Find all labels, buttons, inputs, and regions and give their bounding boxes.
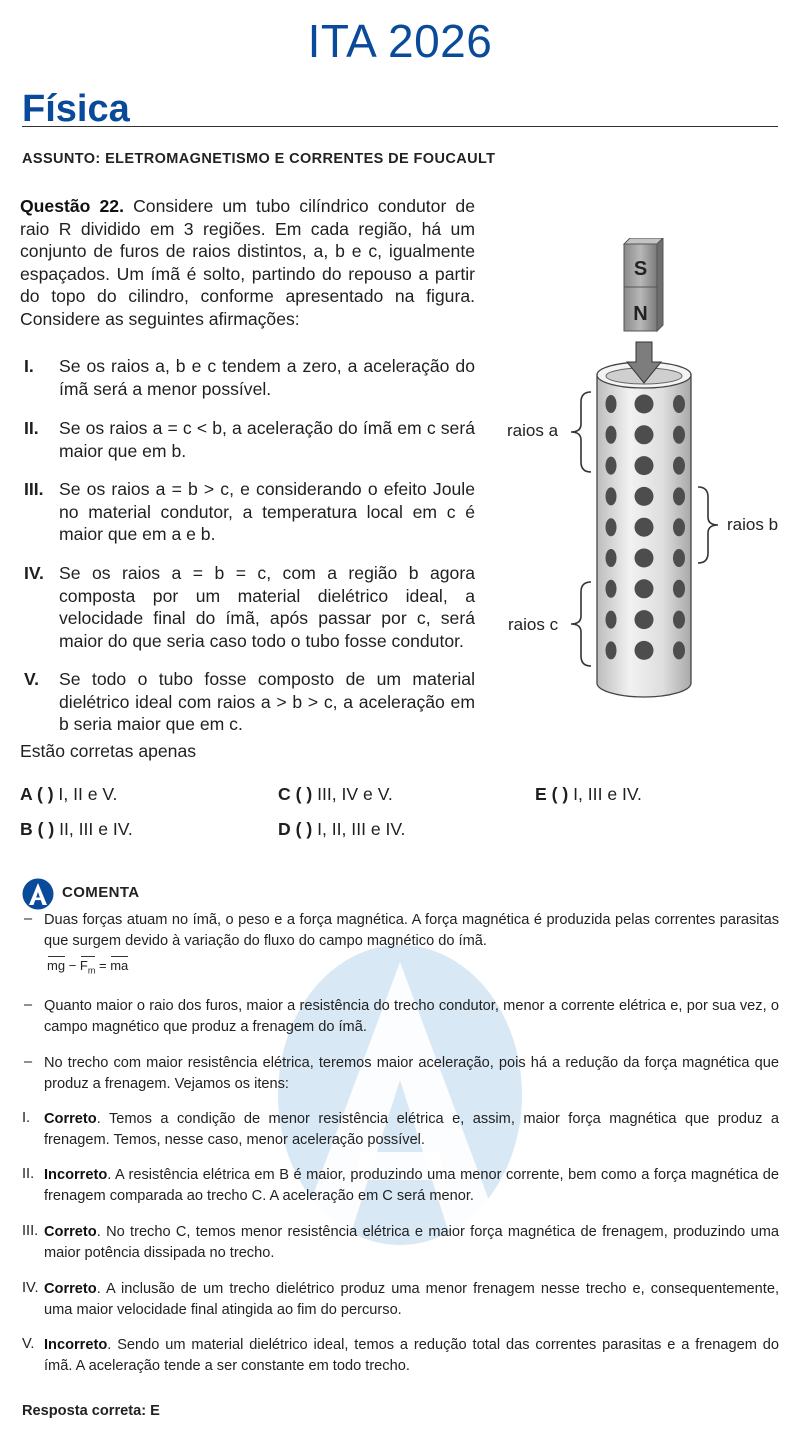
comenta-title: COMENTA	[62, 884, 140, 901]
tube-hole	[635, 425, 654, 444]
formula-eq: =	[98, 958, 107, 973]
comenta-item-number: I.	[22, 1110, 31, 1126]
option-d[interactable]	[278, 819, 405, 840]
label-raios-b: raios b	[727, 515, 779, 534]
question-text: Considere um tubo cilíndrico condutor de raio R dividido em 3 regiões. Em cada região, há um conjunto de furos de raios distintos, a, b e c, igualmente espaçados. Um ímã é solto, partindo do repouso a partir do topo do cilindro, conforme apresentado na figura. Considere as seguintes afirmações:	[20, 196, 475, 329]
tube-hole	[635, 487, 654, 506]
brace-a	[571, 392, 591, 472]
formula-sub: m	[87, 965, 96, 976]
header-divider	[22, 126, 778, 127]
verdict: Incorreto	[44, 1337, 108, 1353]
verdict: Correto	[44, 1224, 97, 1240]
tube-hole	[635, 610, 654, 629]
formula-ma: ma	[110, 958, 129, 973]
tube-hole	[673, 426, 685, 444]
correct-answer: Resposta correta: E	[22, 1403, 160, 1419]
option-letter: C ( )	[278, 784, 313, 804]
option-text: II, III e IV.	[54, 819, 133, 839]
comenta-logo-icon	[22, 878, 54, 910]
magnet	[624, 238, 663, 331]
question-intro	[20, 195, 475, 331]
option-text: III, IV e V.	[312, 784, 393, 804]
statement-text: Se todo o tubo fosse composto de um material dielétrico ideal com raios a > b > c, a aceleração em b seria maior que em c.	[59, 669, 475, 735]
tube-hole	[635, 395, 654, 414]
tube-hole	[635, 456, 654, 475]
tube-hole	[635, 549, 654, 568]
label-raios-c: raios c	[508, 615, 559, 634]
statement-text: Se os raios a = b > c, e considerando o efeito Joule no material condutor, a temperatura local em c é maior que em a e b.	[59, 479, 475, 545]
dash-marker: –	[24, 1054, 33, 1070]
item-text: . A resistência elétrica em B é maior, produzindo uma menor corrente, bem como a força magnética de frenagem comparada ao trecho C. A aceleração em C será menor.	[44, 1167, 779, 1204]
statement-number: V.	[24, 669, 40, 689]
option-text: I, II, III e IV.	[312, 819, 406, 839]
item-text: . A inclusão de um trecho dielétrico produz uma menor frenagem nesse trecho e, consequentemente, uma maior velocidade final atingida ao fim do percurso.	[44, 1281, 779, 1318]
statement-text: Se os raios a = b = c, com a região b agora composta por um material dielétrico ideal, a velocidade final do ímã, após passar por c, será maior do que seria caso todo o tubo fosse condutor.	[59, 563, 475, 651]
tube-hole	[606, 611, 617, 629]
item-text: . No trecho C, temos menor resistência elétrica e maior força magnética de frenagem, produzindo uma maior potência dissipada no trecho.	[44, 1224, 779, 1261]
brace-c	[571, 582, 591, 666]
verdict: Correto	[44, 1111, 97, 1127]
comenta-item-number: II.	[22, 1166, 35, 1182]
option-letter: D ( )	[278, 819, 313, 839]
option-b[interactable]	[20, 819, 133, 840]
tube-hole	[635, 641, 654, 660]
tube-hole	[673, 611, 685, 629]
statement-number: II.	[24, 418, 39, 438]
comenta-item-v	[44, 1335, 779, 1376]
statement-i	[24, 355, 475, 400]
statement-ii	[24, 417, 475, 462]
item-text: . Sendo um material dielétrico ideal, temos a redução total das correntes parasitas e a frenagem do ímã. A aceleração tende a ser constante em todo trecho.	[44, 1337, 779, 1374]
tube-hole	[606, 641, 617, 659]
magnet-south-label: S	[633, 258, 648, 280]
comenta-bullet-2: Quanto maior o raio dos furos, maior a resistência do trecho condutor, menor a corrente elétrica e, por sua vez, o campo magnético que produz a frenagem do ímã.	[44, 998, 779, 1035]
option-text: I, III e IV.	[568, 784, 642, 804]
dash-marker: –	[24, 911, 33, 927]
option-a[interactable]	[20, 784, 117, 805]
tube-hole	[606, 580, 617, 598]
statement-text: Se os raios a, b e c tendem a zero, a aceleração do ímã será a menor possível.	[59, 356, 475, 399]
formula-mg: mg	[47, 958, 66, 973]
statement-number: IV.	[24, 563, 44, 583]
option-e[interactable]	[535, 784, 642, 805]
dash-marker: –	[24, 997, 33, 1013]
statement-text: Se os raios a = c < b, a aceleração do ímã em c será maior que em b.	[59, 418, 475, 461]
statement-number: I.	[24, 356, 34, 376]
comenta-item-ii	[44, 1165, 779, 1206]
option-letter: B ( )	[20, 819, 55, 839]
statement-number: III.	[24, 479, 44, 499]
item-text: . Temos a condição de menor resistência elétrica e, assim, maior força magnética que produz a frenagem. Temos, nesse caso, menor aceleração possível.	[44, 1111, 779, 1148]
tube-hole	[673, 641, 685, 659]
tube-hole	[606, 457, 617, 475]
tube-figure	[495, 238, 785, 703]
comenta-item-iii	[44, 1222, 779, 1263]
comenta-item-number: IV.	[22, 1280, 39, 1296]
magnet-north-label: N	[633, 303, 648, 325]
option-text: I, II e V.	[53, 784, 118, 804]
tube-hole	[635, 518, 654, 537]
comenta-item-iv	[44, 1279, 779, 1320]
formula-minus: −	[68, 958, 77, 973]
topic-line: ASSUNTO: ELETROMAGNETISMO E CORRENTES DE FOUCAULT	[22, 151, 496, 167]
subject-title: Física	[22, 88, 130, 130]
statement-iv	[24, 562, 475, 652]
statement-v	[24, 668, 475, 736]
tube-hole	[673, 549, 685, 567]
option-letter: E ( )	[535, 784, 569, 804]
question-stem: Estão corretas apenas	[20, 741, 197, 761]
exam-title: ITA 2026	[307, 15, 493, 67]
tube-hole	[635, 579, 654, 598]
comenta-item-number: V.	[22, 1336, 35, 1352]
tube-hole	[673, 487, 685, 505]
tube-hole	[606, 426, 617, 444]
comenta-bullet-3: No trecho com maior resistência elétrica, teremos maior aceleração, pois há a redução da força magnética que produz a frenagem. Vejamos os itens:	[44, 1055, 779, 1092]
option-letter: A ( )	[20, 784, 54, 804]
option-c[interactable]	[278, 784, 393, 805]
tube-hole	[673, 518, 685, 536]
tube-hole	[606, 549, 617, 567]
brace-b	[698, 487, 718, 563]
tube-hole	[606, 395, 617, 413]
comenta-item-number: III.	[22, 1223, 39, 1239]
comenta-item-i	[44, 1109, 779, 1150]
tube-hole	[673, 580, 685, 598]
tube-hole	[673, 457, 685, 475]
tube-hole	[673, 395, 685, 413]
label-raios-a: raios a	[507, 421, 559, 440]
verdict: Correto	[44, 1281, 97, 1297]
tube-hole	[606, 518, 617, 536]
formula-f: F	[79, 958, 88, 973]
verdict: Incorreto	[44, 1167, 108, 1183]
comenta-bullet-1: Duas forças atuam no ímã, o peso e a força magnética. A força magnética é produzida pelas correntes parasitas que surgem devido à variação do fluxo do campo magnético do ímã.	[44, 912, 779, 949]
force-equation	[47, 958, 128, 976]
tube-hole	[606, 487, 617, 505]
statement-iii	[24, 478, 475, 546]
question-label: Questão 22.	[20, 196, 124, 216]
